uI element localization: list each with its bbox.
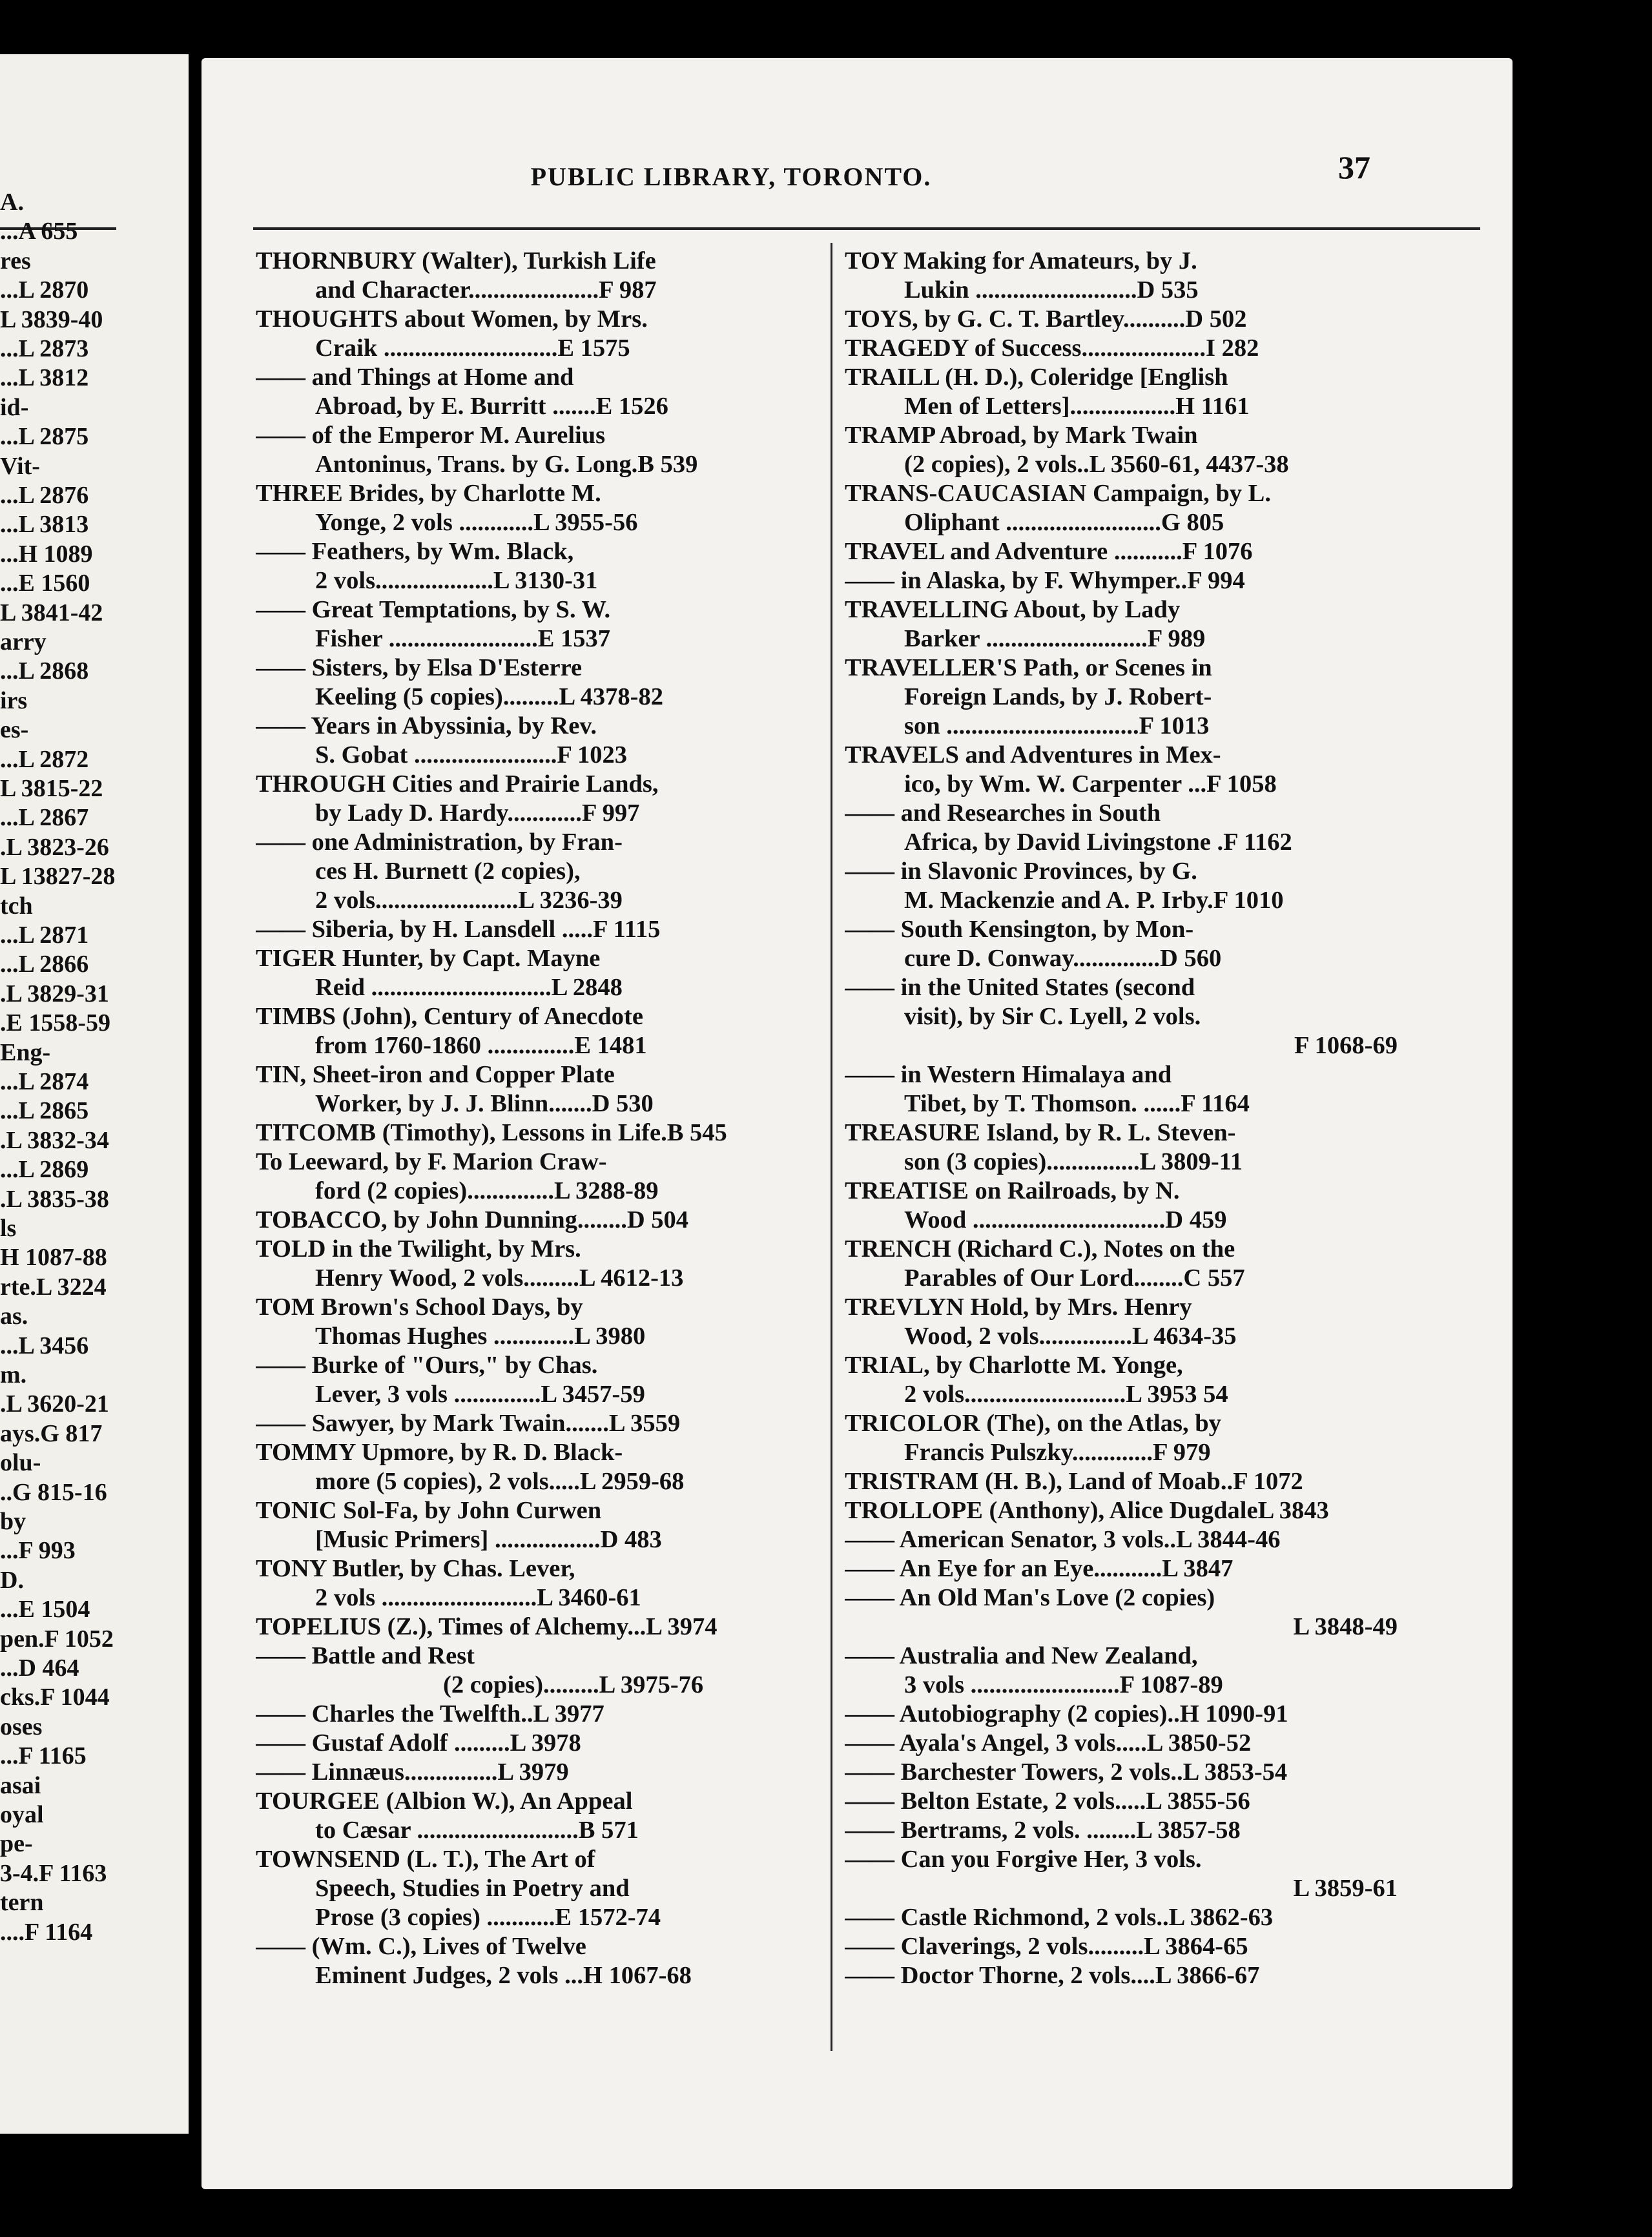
- catalogue-entry-line: TRICOLOR (The), on the Atlas, by: [845, 1410, 1221, 1437]
- catalogue-entry-line: Fisher ........................E 1537: [315, 625, 611, 652]
- catalogue-entry-line: —— in Slavonic Provinces, by G.: [845, 858, 1197, 885]
- facing-page-line: asai: [0, 1771, 41, 1799]
- catalogue-entry-line: —— Belton Estate, 2 vols.....L 3855-56: [845, 1788, 1250, 1815]
- facing-page-line: ...L 2872: [0, 745, 89, 773]
- catalogue-entry-line: —— Australia and New Zealand,: [845, 1642, 1198, 1669]
- facing-page-line: pe-: [0, 1830, 33, 1858]
- catalogue-entry-line: cure D. Conway..............D 560: [904, 945, 1222, 972]
- catalogue-entry-line: Francis Pulszky.............F 979: [904, 1439, 1211, 1466]
- catalogue-entry-line: to Cæsar ..........................B 571: [315, 1817, 639, 1844]
- catalogue-entry-line: Men of Letters].................H 1161: [904, 393, 1250, 420]
- catalogue-entry-line: S. Gobat .......................F 1023: [315, 741, 628, 768]
- catalogue-entry-line: Lukin ..........................D 535: [904, 276, 1199, 304]
- page-number: 37: [1338, 149, 1370, 185]
- facing-page-line: .E 1558-59: [0, 1009, 110, 1037]
- catalogue-entry-line: TRAVELLING About, by Lady: [845, 596, 1181, 623]
- facing-page-line: A.: [0, 189, 24, 216]
- catalogue-entry-line: Abroad, by E. Burritt .......E 1526: [315, 393, 668, 420]
- facing-page-fragment: [0, 54, 189, 2134]
- catalogue-entry-line: —— and Things at Home and: [256, 364, 574, 391]
- catalogue-entry-line: TONIC Sol-Fa, by John Curwen: [256, 1497, 602, 1524]
- catalogue-entry-line: —— Charles the Twelfth..L 3977: [256, 1700, 604, 1727]
- catalogue-entry-line: visit), by Sir C. Lyell, 2 vols.: [904, 1003, 1201, 1030]
- facing-page-line: L 3839-40: [0, 305, 103, 333]
- catalogue-entry-line: —— Sisters, by Elsa D'Esterre: [256, 654, 583, 681]
- catalogue-entry-line: —— one Administration, by Fran-: [256, 829, 623, 856]
- catalogue-entry-line: —— in the United States (second: [845, 974, 1195, 1001]
- catalogue-entry-line: TOWNSEND (L. T.), The Art of: [256, 1846, 595, 1873]
- catalogue-column-right: [845, 247, 1398, 1990]
- facing-page-line: ...L 2869: [0, 1156, 89, 1184]
- catalogue-entry-line: TRAVELLER'S Path, or Scenes in: [845, 654, 1212, 681]
- facing-page-line: ..G 815-16: [0, 1478, 107, 1506]
- catalogue-entry-line: 2 vols.......................L 3236-39: [315, 887, 623, 914]
- catalogue-entry-line: Wood, 2 vols...............L 4634-35: [904, 1323, 1237, 1350]
- catalogue-entry-line: Barker ..........................F 989: [904, 625, 1206, 652]
- facing-page-line: ...H 1089: [0, 540, 93, 568]
- facing-page-line: ....F 1164: [0, 1918, 93, 1946]
- facing-page-line: oses: [0, 1713, 43, 1740]
- catalogue-entry-line: Speech, Studies in Poetry and: [315, 1875, 630, 1902]
- facing-page-line: ...L 2873: [0, 335, 89, 362]
- facing-page-line: ...L 2866: [0, 951, 89, 978]
- catalogue-entry-line: —— Battle and Rest: [256, 1642, 475, 1669]
- catalogue-entry-line: TRENCH (Richard C.), Notes on the: [845, 1235, 1235, 1263]
- facing-page-line: ...L 2865: [0, 1097, 89, 1125]
- catalogue-entry-line: TRAILL (H. D.), Coleridge [English: [845, 364, 1228, 391]
- facing-page-line: .L 3829-31: [0, 980, 109, 1007]
- catalogue-entry-line: TITCOMB (Timothy), Lessons in Life.B 545: [256, 1119, 727, 1146]
- catalogue-entry-line: THOUGHTS about Women, by Mrs.: [256, 305, 648, 333]
- facing-page-line: ...L 2868: [0, 657, 89, 685]
- catalogue-entry-line: —— Ayala's Angel, 3 vols.....L 3850-52: [845, 1729, 1252, 1757]
- catalogue-entry-line: 3 vols ........................F 1087-89: [904, 1671, 1223, 1698]
- catalogue-entry-line: TRISTRAM (H. B.), Land of Moab..F 1072: [845, 1468, 1303, 1495]
- catalogue-entry-line: Reid .............................L 2848: [315, 974, 623, 1001]
- catalogue-entry-line: —— Feathers, by Wm. Black,: [256, 538, 574, 565]
- catalogue-entry-line: more (5 copies), 2 vols.....L 2959-68: [315, 1468, 685, 1495]
- facing-page-line: cks.F 1044: [0, 1684, 110, 1711]
- catalogue-entry-line: ico, by Wm. W. Carpenter ...F 1058: [904, 770, 1277, 798]
- facing-page-line: H 1087-88: [0, 1244, 107, 1272]
- catalogue-entry-line: Prose (3 copies) ...........E 1572-74: [315, 1904, 661, 1931]
- facing-page-line: L 3841-42: [0, 599, 103, 626]
- catalogue-entry-line: TREATISE on Railroads, by N.: [845, 1177, 1180, 1204]
- catalogue-entry-line: TOYS, by G. C. T. Bartley..........D 502: [845, 305, 1247, 333]
- catalogue-entry-line: —— of the Emperor M. Aurelius: [256, 422, 606, 449]
- catalogue-entry-line: —— (Wm. C.), Lives of Twelve: [256, 1933, 586, 1960]
- catalogue-entry-line: TRAVEL and Adventure ...........F 1076: [845, 538, 1253, 565]
- catalogue-entry-line: —— Years in Abyssinia, by Rev.: [256, 712, 597, 739]
- facing-page-line: ays.G 817: [0, 1419, 103, 1447]
- catalogue-entry-line: —— Gustaf Adolf .........L 3978: [256, 1729, 581, 1757]
- facing-page-line: .L 3832-34: [0, 1126, 109, 1154]
- catalogue-entry-line: TRIAL, by Charlotte M. Yonge,: [845, 1352, 1183, 1379]
- catalogue-entry-line: TREASURE Island, by R. L. Steven-: [845, 1119, 1236, 1146]
- catalogue-entry-line: and Character.....................F 987: [315, 276, 657, 304]
- page-header: PUBLIC LIBRARY, TORONTO.: [530, 162, 932, 191]
- catalogue-entry-line: Henry Wood, 2 vols.........L 4612-13: [315, 1264, 684, 1292]
- catalogue-entry-line: —— Sawyer, by Mark Twain.......L 3559: [256, 1410, 681, 1437]
- column-divider: [831, 243, 832, 2051]
- catalogue-entry-line: 2 vols .........................L 3460-61: [315, 1584, 641, 1611]
- catalogue-entry-line: from 1760-1860 ..............E 1481: [315, 1032, 647, 1059]
- facing-page-line: as.: [0, 1303, 28, 1330]
- catalogue-entry-line: —— American Senator, 3 vols..L 3844-46: [845, 1526, 1281, 1553]
- facing-page-line: id-: [0, 393, 29, 421]
- facing-page-line: ...L 2867: [0, 804, 89, 832]
- catalogue-entry-line: TIMBS (John), Century of Anecdote: [256, 1003, 643, 1030]
- catalogue-entry-line: —— Bertrams, 2 vols. ........L 3857-58: [845, 1817, 1241, 1844]
- catalogue-entry-line: —— Doctor Thorne, 2 vols....L 3866-67: [845, 1962, 1260, 1989]
- catalogue-entry-line: son (3 copies)...............L 3809-11: [904, 1148, 1243, 1175]
- facing-page-line: tch: [0, 892, 33, 920]
- catalogue-entry-line: Eminent Judges, 2 vols ...H 1067-68: [315, 1962, 692, 1989]
- catalogue-entry-line: Keeling (5 copies).........L 4378-82: [315, 683, 663, 710]
- catalogue-entry-line: Antoninus, Trans. by G. Long.B 539: [315, 451, 698, 478]
- facing-page-line: Eng-: [0, 1038, 51, 1066]
- catalogue-entry-line: Lever, 3 vols ..............L 3457-59: [315, 1381, 645, 1408]
- catalogue-entry-line: —— Claverings, 2 vols.........L 3864-65: [845, 1933, 1248, 1960]
- catalogue-entry-line: TRAVELS and Adventures in Mex-: [845, 741, 1221, 768]
- catalogue-entry-line: TOY Making for Amateurs, by J.: [845, 247, 1197, 274]
- catalogue-entry-line: F 1068-69: [1294, 1032, 1398, 1059]
- header-rule: [253, 227, 1480, 230]
- catalogue-entry-line: —— Autobiography (2 copies)..H 1090-91: [845, 1700, 1288, 1727]
- catalogue-entry-line: TRAGEDY of Success....................I 282: [845, 335, 1259, 362]
- facing-page-line: ...L 2875: [0, 423, 89, 451]
- catalogue-entry-line: —— Siberia, by H. Lansdell .....F 1115: [256, 916, 661, 943]
- facing-page-line: ...L 2871: [0, 922, 89, 949]
- catalogue-entry-line: —— Linnæus...............L 3979: [256, 1758, 569, 1786]
- facing-page-line: L 3815-22: [0, 775, 103, 802]
- catalogue-entry-line: THREE Brides, by Charlotte M.: [256, 480, 601, 507]
- facing-page-line: .L 3620-21: [0, 1390, 109, 1418]
- catalogue-entry-line: TOLD in the Twilight, by Mrs.: [256, 1235, 581, 1263]
- catalogue-entry-line: L 3848-49: [1293, 1613, 1398, 1640]
- catalogue-entry-line: TRANS-CAUCASIAN Campaign, by L.: [845, 480, 1271, 507]
- facing-page-line: oyal: [0, 1801, 44, 1828]
- facing-page-line: ...L 2874: [0, 1068, 89, 1095]
- facing-page-line: ...L 3812: [0, 364, 89, 392]
- catalogue-entry-line: Wood ...............................D 459: [904, 1206, 1227, 1233]
- catalogue-entry-line: ford (2 copies)..............L 3288-89: [315, 1177, 659, 1204]
- catalogue-entry-line: TROLLOPE (Anthony), Alice DugdaleL 3843: [845, 1497, 1329, 1524]
- facing-page-line: ...L 3813: [0, 511, 89, 539]
- facing-page-line: rte.L 3224: [0, 1273, 107, 1301]
- facing-page-line: ...L 3456: [0, 1332, 89, 1359]
- catalogue-entry-line: 2 vols...................L 3130-31: [315, 567, 598, 594]
- catalogue-entry-line: by Lady D. Hardy............F 997: [315, 799, 640, 827]
- catalogue-entry-line: Africa, by David Livingstone .F 1162: [904, 829, 1292, 856]
- facing-page-line: ...E 1504: [0, 1596, 90, 1624]
- catalogue-entry-line: —— South Kensington, by Mon-: [845, 916, 1194, 943]
- catalogue-entry-line: —— Can you Forgive Her, 3 vols.: [845, 1846, 1202, 1873]
- catalogue-entry-line: TOM Brown's School Days, by: [256, 1294, 583, 1321]
- catalogue-entry-line: TOURGEE (Albion W.), An Appeal: [256, 1788, 633, 1815]
- facing-page-line: ...A 655: [0, 218, 78, 245]
- catalogue-column-left: [256, 247, 809, 1990]
- catalogue-entry-line: —— Burke of "Ours," by Chas.: [256, 1352, 598, 1379]
- catalogue-entry-line: (2 copies), 2 vols..L 3560-61, 4437-38: [904, 451, 1289, 478]
- catalogue-entry-line: TOBACCO, by John Dunning........D 504: [256, 1206, 689, 1233]
- catalogue-entry-line: Oliphant .........................G 805: [904, 509, 1224, 536]
- catalogue-entry-line: 2 vols..........................L 3953 54: [904, 1381, 1228, 1408]
- catalogue-entry-line: TONY Butler, by Chas. Lever,: [256, 1555, 575, 1582]
- catalogue-entry-line: L 3859-61: [1293, 1875, 1398, 1902]
- catalogue-entry-line: [Music Primers] .................D 483: [315, 1526, 662, 1553]
- facing-page-line: .L 3823-26: [0, 833, 109, 861]
- facing-page-line: L 13827-28: [0, 863, 116, 891]
- facing-page-line: ...L 2876: [0, 482, 89, 509]
- catalogue-entry-line: ces H. Burnett (2 copies),: [315, 858, 581, 885]
- facing-page-line: ...L 2870: [0, 276, 89, 304]
- catalogue-entry-line: TRAMP Abroad, by Mark Twain: [845, 422, 1198, 449]
- catalogue-page: [201, 58, 1513, 2189]
- facing-page-line: D.: [0, 1566, 24, 1594]
- catalogue-entry-line: M. Mackenzie and A. P. Irby.F 1010: [904, 887, 1284, 914]
- catalogue-entry-line: TIN, Sheet-iron and Copper Plate: [256, 1061, 615, 1088]
- catalogue-entry-line: —— An Eye for an Eye...........L 3847: [845, 1555, 1234, 1582]
- facing-page-line: by: [0, 1508, 26, 1535]
- catalogue-entry-line: —— in Western Himalaya and: [845, 1061, 1172, 1088]
- catalogue-entry-line: THORNBURY (Walter), Turkish Life: [256, 247, 656, 274]
- catalogue-entry-line: Foreign Lands, by J. Robert-: [904, 683, 1212, 710]
- catalogue-entry-line: Tibet, by T. Thomson. ......F 1164: [904, 1090, 1250, 1117]
- facing-page-line: res: [0, 247, 31, 274]
- facing-page-line: olu-: [0, 1449, 41, 1477]
- facing-page-line: 3-4.F 1163: [0, 1859, 107, 1887]
- catalogue-entry-line: TOPELIUS (Z.), Times of Alchemy...L 3974: [256, 1613, 718, 1640]
- catalogue-entry-line: —— and Researches in South: [845, 799, 1161, 827]
- facing-page-line: ...F 1165: [0, 1742, 87, 1770]
- catalogue-entry-line: —— Barchester Towers, 2 vols..L 3853-54: [845, 1758, 1288, 1786]
- facing-page-line: tern: [0, 1889, 44, 1917]
- facing-page-line: .L 3835-38: [0, 1185, 109, 1213]
- facing-page-line: arry: [0, 628, 46, 655]
- catalogue-entry-line: —— in Alaska, by F. Whymper..F 994: [845, 567, 1245, 594]
- facing-page-line: es-: [0, 716, 29, 744]
- catalogue-entry-line: —— An Old Man's Love (2 copies): [845, 1584, 1215, 1611]
- facing-page-line: m.: [0, 1361, 27, 1388]
- facing-page-line: irs: [0, 686, 28, 714]
- catalogue-entry-line: (2 copies).........L 3975-76: [443, 1671, 704, 1698]
- catalogue-entry-line: —— Castle Richmond, 2 vols..L 3862-63: [845, 1904, 1274, 1931]
- catalogue-entry-line: Craik ............................E 1575: [315, 335, 630, 362]
- catalogue-entry-line: THROUGH Cities and Prairie Lands,: [256, 770, 659, 798]
- catalogue-entry-line: To Leeward, by F. Marion Craw-: [256, 1148, 607, 1175]
- catalogue-entry-line: Worker, by J. J. Blinn.......D 530: [315, 1090, 654, 1117]
- catalogue-entry-line: Yonge, 2 vols ............L 3955-56: [315, 509, 638, 536]
- catalogue-entry-line: Thomas Hughes .............L 3980: [315, 1323, 646, 1350]
- catalogue-entry-line: son ...............................F 1013: [904, 712, 1210, 739]
- facing-page-line: ...D 464: [0, 1655, 79, 1682]
- facing-page-line: pen.F 1052: [0, 1625, 114, 1653]
- catalogue-entry-line: Parables of Our Lord........C 557: [904, 1264, 1245, 1292]
- facing-page-line: ...E 1560: [0, 570, 90, 597]
- catalogue-entry-line: —— Great Temptations, by S. W.: [256, 596, 611, 623]
- catalogue-entry-line: TIGER Hunter, by Capt. Mayne: [256, 945, 601, 972]
- facing-page-line: ls: [0, 1215, 17, 1242]
- catalogue-entry-line: TREVLYN Hold, by Mrs. Henry: [845, 1294, 1192, 1321]
- catalogue-entry-line: TOMMY Upmore, by R. D. Black-: [256, 1439, 623, 1466]
- facing-page-line: ...F 993: [0, 1537, 76, 1565]
- facing-page-line: Vit-: [0, 452, 40, 480]
